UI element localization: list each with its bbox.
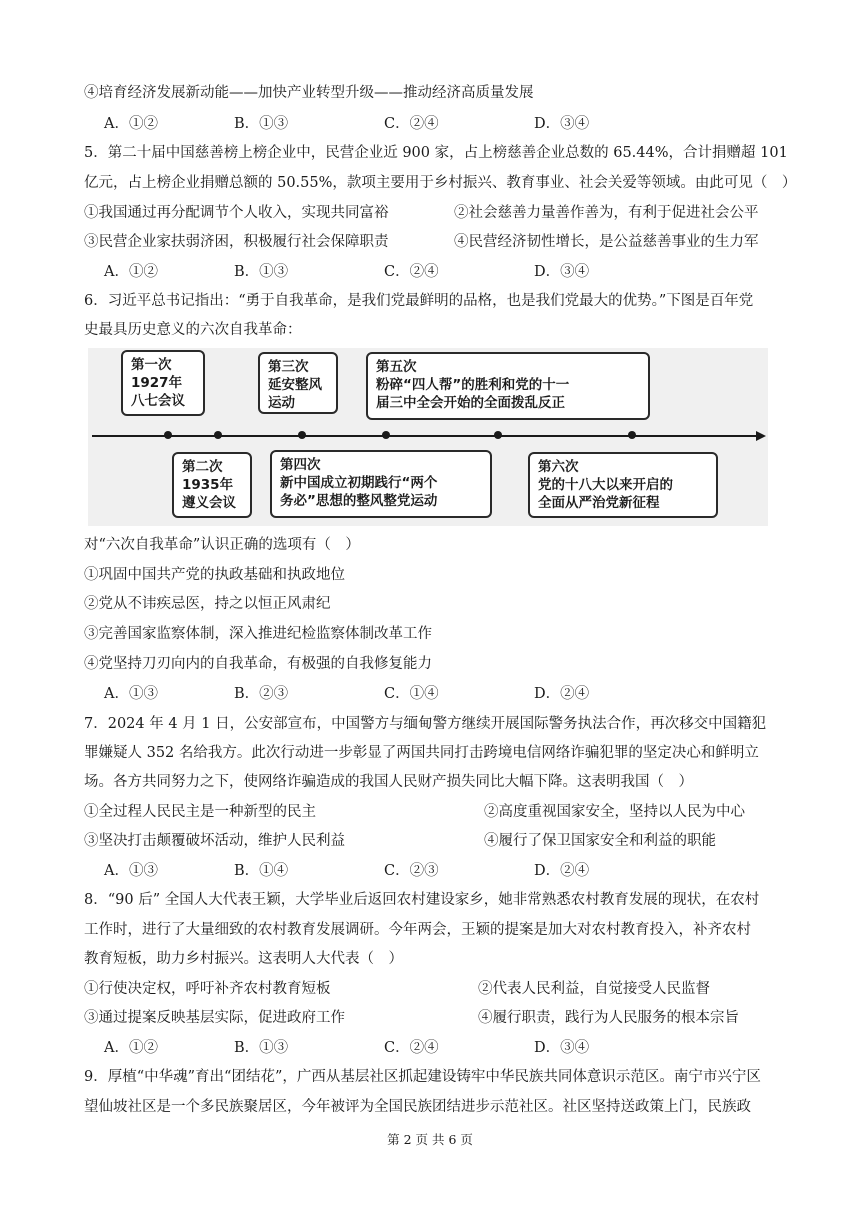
q5-option-a: A．①② xyxy=(104,264,158,280)
q5-item-4: ④民营经济韧性增长，是公益慈善事业的生力军 xyxy=(454,234,759,250)
q7-option-d: D．②④ xyxy=(534,863,590,879)
q6-question: 对“六次自我革命”认识正确的选项有（ ） xyxy=(84,537,360,553)
q8-option-c: C．②④ xyxy=(384,1040,439,1056)
q5-option-b: B．①③ xyxy=(234,264,289,280)
q8-item-2: ②代表人民利益，自觉接受人民监督 xyxy=(478,981,710,997)
q6-option-d: D．②④ xyxy=(534,686,590,702)
q8-stem-line-2: 工作时，进行了大量细致的农村教育发展调研。今年两会，王颖的提案是加大对农村教育投入，补齐农村 xyxy=(84,922,751,938)
timeline-arrow-icon xyxy=(756,431,766,441)
q7-stem-line-3: 场。各方共同努力之下，使网络诈骗造成的我国人民财产损失同比大幅下降。这表明我国（ ） xyxy=(84,774,693,790)
q6-item-4: ④党坚持刀刃向内的自我革命，有极强的自我修复能力 xyxy=(84,656,432,672)
timeline-box-1: 第一次 1927年 八七会议 xyxy=(121,350,205,416)
timeline-dot-1 xyxy=(164,431,172,439)
q8-item-3: ③通过提案反映基层实际，促进政府工作 xyxy=(84,1010,345,1026)
q7-option-c: C．②③ xyxy=(384,863,439,879)
q4-option-d: D．③④ xyxy=(534,116,590,132)
q7-item-2: ②高度重视国家安全，坚持以人民为中心 xyxy=(484,804,745,820)
q7-option-b: B．①④ xyxy=(234,863,289,879)
q4-option-b: B．①③ xyxy=(234,116,289,132)
q7-option-a: A．①③ xyxy=(104,863,158,879)
timeline-box-4: 第四次 新中国成立初期践行“两个 务必”思想的整风整党运动 xyxy=(270,450,492,518)
q8-item-1: ①行使决定权，呼吁补齐农村教育短板 xyxy=(84,981,331,997)
q9-stem-line-2: 望仙坡社区是一个多民族聚居区，今年被评为全国民族团结进步示范社区。社区坚持送政策上门，民族政 xyxy=(84,1099,751,1115)
q7-stem-line-2: 罪嫌疑人 352 名给我方。此次行动进一步彰显了两国共同打击跨境电信网络诈骗犯罪的坚定决心和鲜明立 xyxy=(84,745,759,761)
timeline-dot-4 xyxy=(382,431,390,439)
q4-item-4: ④培育经济发展新动能——加快产业转型升级——推动经济高质量发展 xyxy=(84,85,534,101)
q5-stem-line-1: 5．第二十届中国慈善榜上榜企业中，民营企业近 900 家，占上榜慈善企业总数的 65.44%，合计捐赠超 101 xyxy=(84,145,788,161)
q5-option-d: D．③④ xyxy=(534,264,590,280)
q8-stem-line-1: 8．“90 后” 全国人大代表王颖，大学毕业后返回农村建设家乡，她非常熟悉农村教育发展的现状，在农村 xyxy=(84,892,760,908)
timeline-box-5: 第五次 粉碎“四人帮”的胜利和党的十一 届三中全会开始的全面拨乱反正 xyxy=(366,352,650,420)
q6-item-1: ①巩固中国共产党的执政基础和执政地位 xyxy=(84,567,345,583)
page-footer: 第 2 页 共 6 页 xyxy=(387,1132,473,1147)
q7-stem-line-1: 7．2024 年 4 月 1 日，公安部宣布，中国警方与缅甸警方继续开展国际警务执法合作，再次移交中国籍犯 xyxy=(84,716,767,732)
q6-option-c: C．①④ xyxy=(384,686,439,702)
timeline-dot-2 xyxy=(214,431,222,439)
q4-option-c: C．②④ xyxy=(384,116,439,132)
q6-stem-line-1: 6．习近平总书记指出：“勇于自我革命，是我们党最鲜明的品格，也是我们党最大的优势。”下图是百年党 xyxy=(84,293,754,309)
q9-stem-line-1: 9．厚植“中华魂”育出“团结花”，广西从基层社区抓起建设铸牢中华民族共同体意识示范区。南宁市兴宁区 xyxy=(84,1069,761,1085)
q5-item-1: ①我国通过再分配调节个人收入，实现共同富裕 xyxy=(84,205,389,221)
q5-item-2: ②社会慈善力量善作善为，有利于促进社会公平 xyxy=(454,205,759,221)
timeline-dot-5 xyxy=(494,431,502,439)
q6-stem-line-2: 史最具历史意义的六次自我革命： xyxy=(84,322,302,338)
q6-option-a: A．①③ xyxy=(104,686,158,702)
q5-option-c: C．②④ xyxy=(384,264,439,280)
q6-item-3: ③完善国家监察体制，深入推进纪检监察体制改革工作 xyxy=(84,626,432,642)
q7-item-4: ④履行了保卫国家安全和利益的职能 xyxy=(484,833,716,849)
timeline-box-3: 第三次 延安整风 运动 xyxy=(258,352,338,414)
timeline-box-6: 第六次 党的十八大以来开启的 全面从严治党新征程 xyxy=(528,452,718,518)
timeline-box-2: 第二次 1935年 遵义会议 xyxy=(172,452,252,518)
q6-option-b: B．②③ xyxy=(234,686,289,702)
q8-option-d: D．③④ xyxy=(534,1040,590,1056)
timeline-dot-3 xyxy=(298,431,306,439)
timeline-axis xyxy=(92,435,756,437)
timeline-dot-6 xyxy=(628,431,636,439)
q5-stem-line-2: 亿元，占上榜企业捐赠总额的 50.55%，款项主要用于乡村振兴、教育事业、社会关爱等领域。由此可见（ ） xyxy=(84,175,797,191)
q4-option-a: A．①② xyxy=(104,116,158,132)
q8-stem-line-3: 教育短板，助力乡村振兴。这表明人大代表（ ） xyxy=(84,951,403,967)
q7-item-1: ①全过程人民民主是一种新型的民主 xyxy=(84,804,316,820)
q8-option-b: B．①③ xyxy=(234,1040,289,1056)
q7-item-3: ③坚决打击颠覆破坏活动，维护人民利益 xyxy=(84,833,345,849)
q8-option-a: A．①② xyxy=(104,1040,158,1056)
q5-item-3: ③民营企业家扶弱济困，积极履行社会保障职责 xyxy=(84,234,389,250)
q8-item-4: ④履行职责，践行为人民服务的根本宗旨 xyxy=(478,1010,739,1026)
q6-item-2: ②党从不讳疾忌医，持之以恒正风肃纪 xyxy=(84,596,331,612)
